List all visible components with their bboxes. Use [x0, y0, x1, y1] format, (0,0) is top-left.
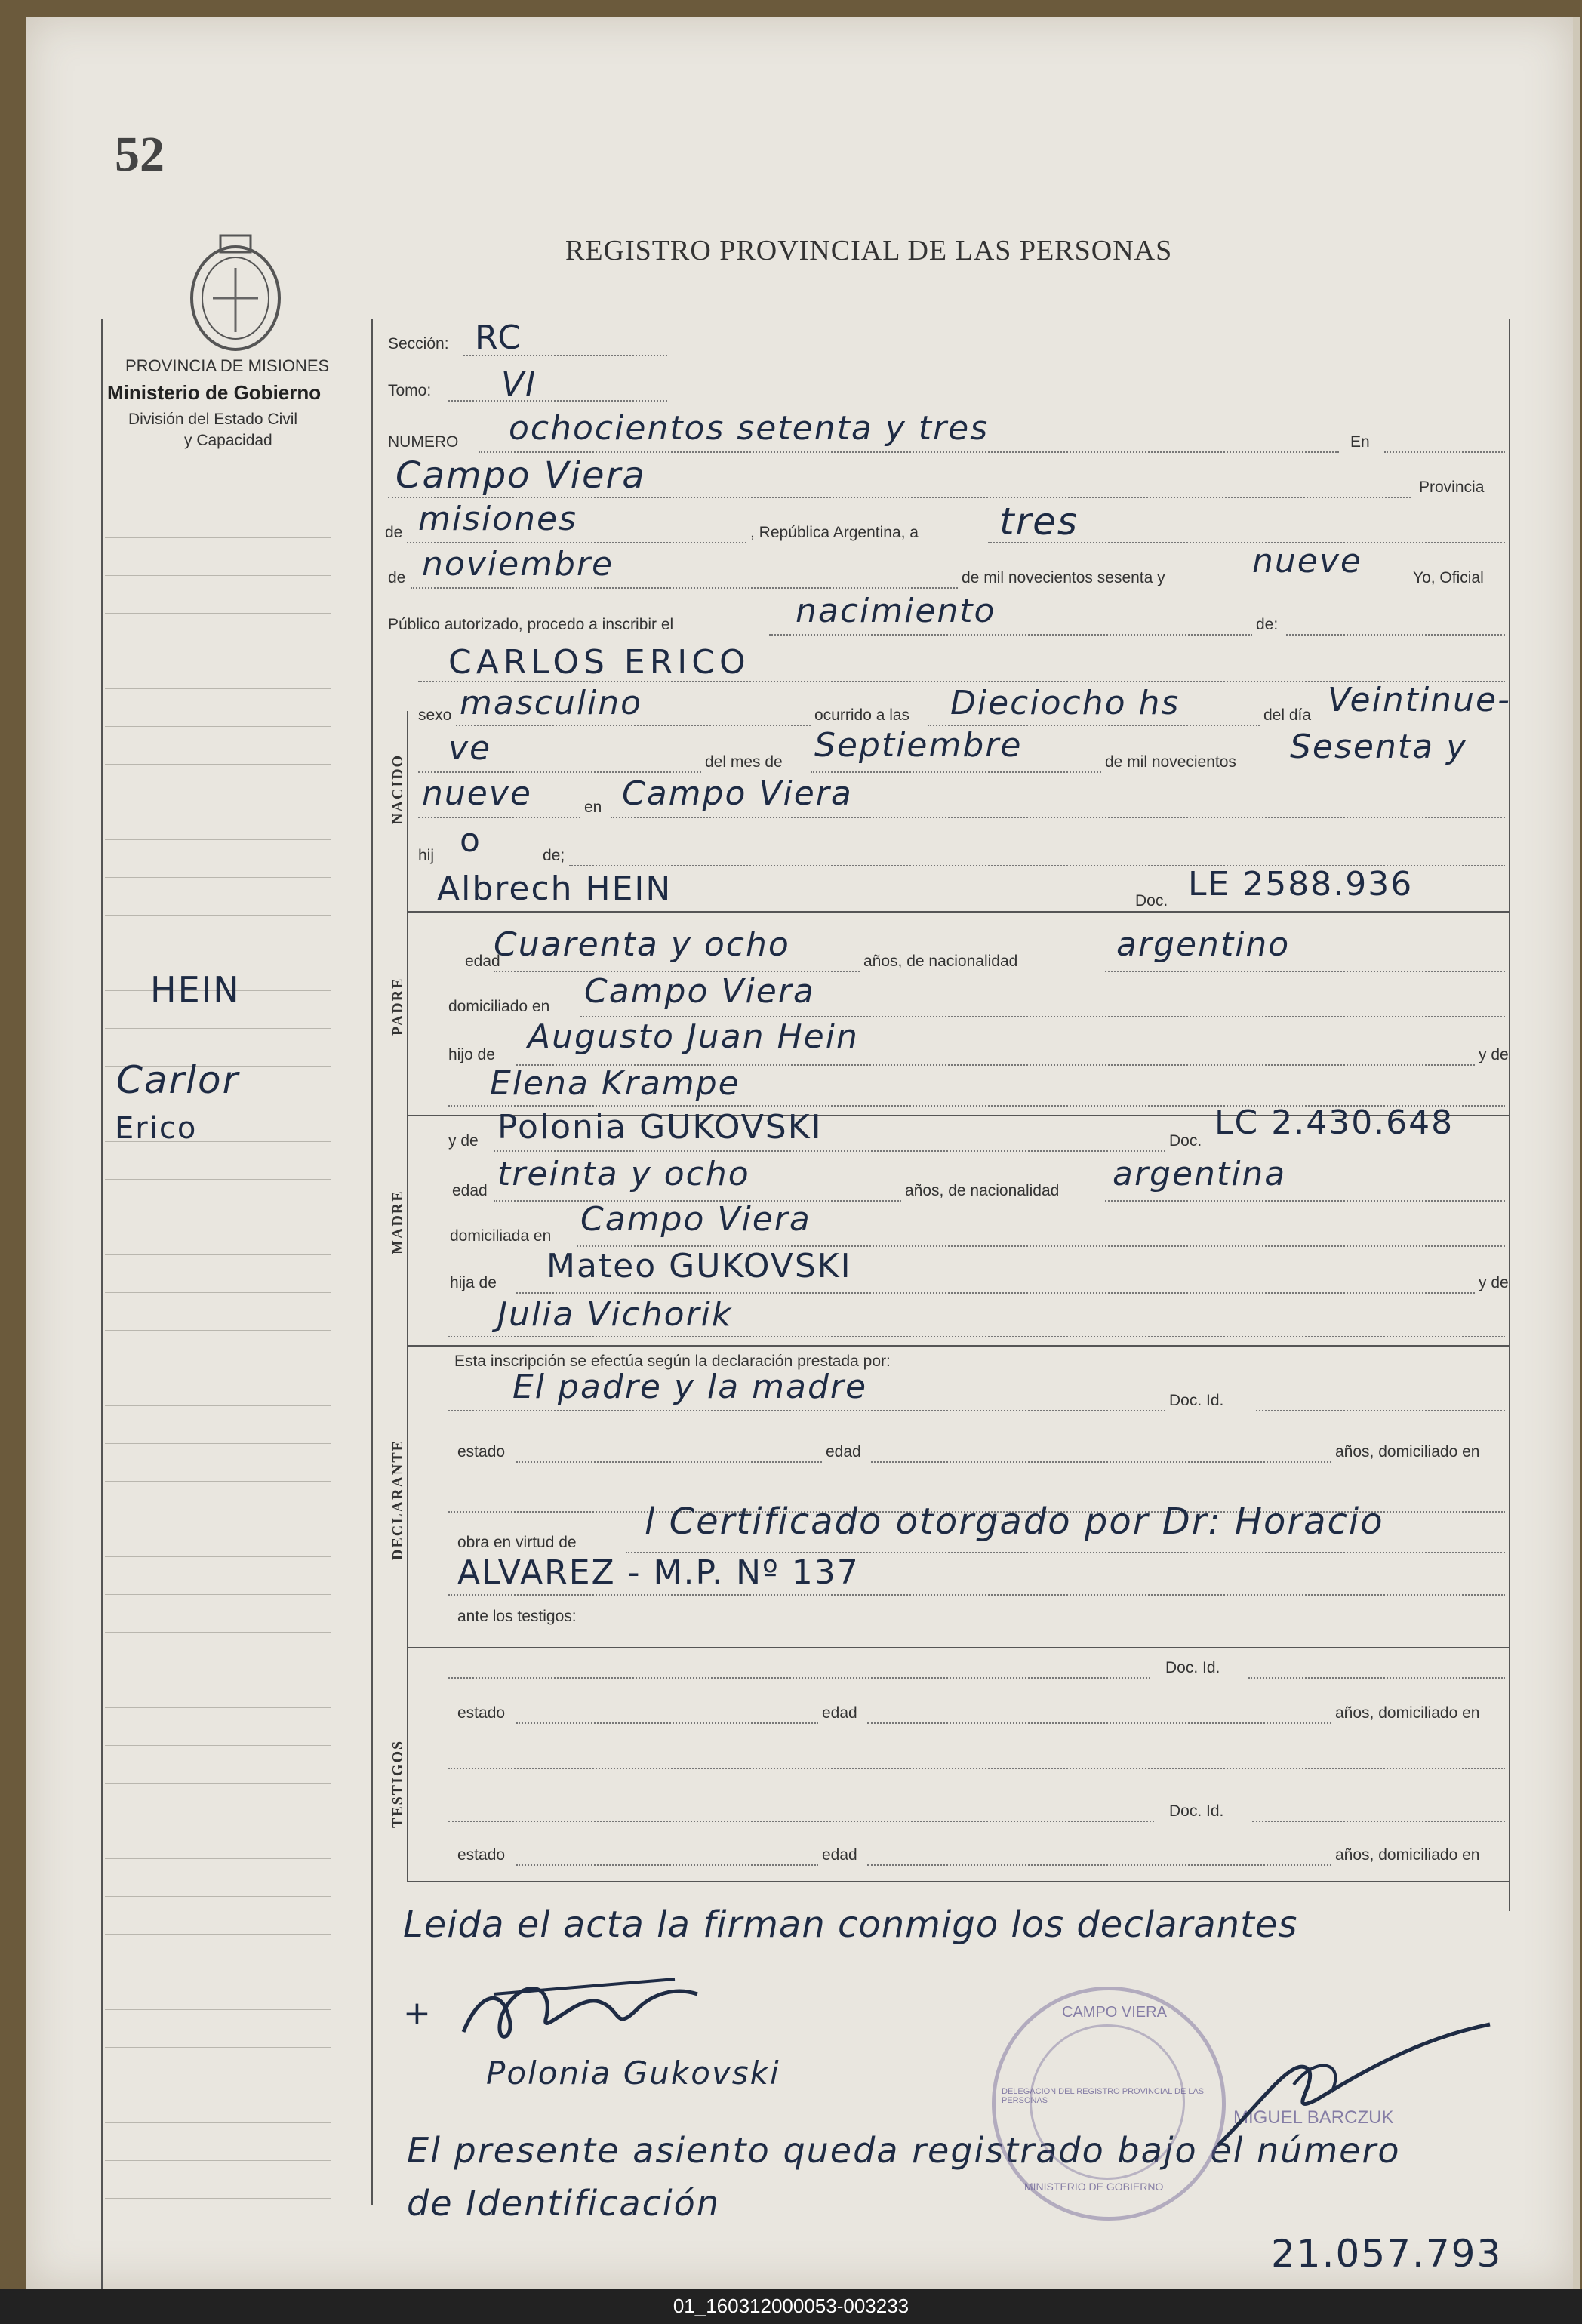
padre-nac-value: argentino: [1116, 925, 1291, 964]
dia-value: tres: [999, 500, 1079, 543]
del-mes-label: del mes de: [705, 753, 783, 771]
section-label-border: [407, 711, 408, 1881]
tomo-value: VI: [501, 365, 537, 404]
madre-dom-label: domiciliada en: [450, 1227, 552, 1245]
madre-padre-value: Mateo GUKOVSKI: [546, 1247, 852, 1285]
seccion-value: RC: [475, 319, 523, 357]
en-label: En: [1350, 433, 1370, 451]
margin-left-border: [101, 319, 103, 2289]
document-title: REGISTRO PROVINCIAL DE LAS PERSONAS: [565, 235, 1173, 266]
obra-value-2: ALVAREZ - M.P. Nº 137: [457, 1553, 860, 1592]
testigo1-estado-label: estado: [457, 1704, 506, 1722]
margin-given-name-1: Carlor: [116, 1058, 240, 1102]
lugar-value: Campo Viera: [396, 454, 646, 497]
dia-nac-value-1: Veintinue-: [1328, 681, 1511, 719]
closing-line-1: Leida el acta la firman conmigo los declarantes: [403, 1904, 1298, 1946]
coat-of-arms-icon: [183, 226, 288, 355]
margin-given-name-2: Erico: [115, 1111, 198, 1146]
padre-hijo-label: hijo de: [448, 1046, 495, 1063]
hora-value: Dieciocho hs: [950, 684, 1180, 722]
inscripcion-label: Esta inscripción se efectúa según la declaración prestada por:: [454, 1353, 891, 1370]
padre-dom-label: domiciliado en: [448, 998, 550, 1015]
section-label-nacido: NACIDO: [389, 753, 406, 824]
dia-nac-value-2: ve: [448, 729, 492, 768]
hij-suffix-value: o: [460, 821, 482, 860]
provincia-value: misiones: [418, 500, 578, 538]
separator-madre: [407, 1345, 1509, 1347]
de-semicolon-label: de;: [543, 847, 565, 864]
anio-value: nueve: [1252, 542, 1362, 580]
madre-y-de-label: y de: [448, 1132, 479, 1150]
image-id-footer: 01_160312000053-003233: [0, 2289, 1582, 2324]
acto-value: nacimiento: [796, 592, 996, 630]
mes-value: noviembre: [422, 545, 614, 583]
declarante-estado-label: estado: [457, 1443, 506, 1461]
obra-label: obra en virtud de: [457, 1534, 577, 1551]
testigo1-anos-label: años, domiciliado en: [1335, 1704, 1480, 1722]
anio-nac-value-2: nueve: [422, 774, 532, 813]
padre-padre-value: Augusto Juan Hein: [528, 1017, 859, 1056]
madre-nac-value: argentina: [1113, 1155, 1287, 1193]
madre-edad-label: edad: [452, 1182, 488, 1199]
padre-madre-value: Elena Krampe: [490, 1064, 740, 1103]
testigo1-doc-label: Doc. Id.: [1165, 1659, 1220, 1676]
division-label-2: y Capacidad: [184, 432, 272, 449]
mother-signature: Polonia Gukovski: [486, 2055, 780, 2092]
numero-value: ochocientos setenta y tres: [509, 409, 990, 448]
form-right-border: [1509, 319, 1510, 1911]
cross-mark: +: [403, 1994, 432, 2033]
testigo2-doc-label: Doc. Id.: [1169, 1802, 1224, 1820]
madre-y-de-label-2: y de: [1479, 1274, 1509, 1291]
republica-label: , República Argentina, a: [750, 524, 919, 541]
identification-number: 21.057.793: [1271, 2232, 1503, 2276]
declarante-doc-label: Doc. Id.: [1169, 1392, 1224, 1409]
register-page: [26, 17, 1580, 2289]
seal-top-text: CAMPO VIERA: [1062, 2004, 1167, 2021]
sexo-value: masculino: [460, 684, 643, 722]
testigo2-estado-label: estado: [457, 1846, 506, 1864]
del-dia-label: del día: [1263, 706, 1312, 724]
padre-nombre-value: Albrech HEIN: [437, 870, 673, 908]
ministry-label: Ministerio de Gobierno: [107, 381, 322, 404]
separator-declarante: [407, 1647, 1509, 1648]
separator-testigos: [407, 1881, 1509, 1882]
province-label: PROVINCIA DE MISIONES: [125, 356, 330, 375]
declarante-anos-label: años, domiciliado en: [1335, 1443, 1480, 1461]
madre-nombre-value: Polonia GUKOVSKI: [497, 1108, 823, 1147]
tomo-label: Tomo:: [388, 382, 432, 399]
section-label-testigos: TESTIGOS: [389, 1739, 406, 1828]
padre-dom-value: Campo Viera: [584, 972, 815, 1011]
padre-doc-value: LE 2588.936: [1188, 865, 1414, 903]
en-nac-label: en: [584, 799, 602, 816]
padre-edad-label: edad: [465, 953, 500, 970]
padre-edad-value: Cuarenta y ocho: [494, 925, 790, 964]
section-label-declarante: DECLARANTE: [389, 1439, 406, 1560]
madre-madre-value: Julia Vichorik: [497, 1295, 733, 1334]
obra-value-1: l Certificado otorgado por Dr: Horacio: [645, 1501, 1384, 1543]
testigos-label: ante los testigos:: [457, 1608, 577, 1625]
madre-hija-label: hija de: [450, 1274, 497, 1291]
closing-line-3: de Identificación: [407, 2183, 720, 2224]
madre-dom-value: Campo Viera: [580, 1200, 811, 1239]
margin-surname: HEIN: [150, 969, 241, 1010]
madre-doc-label: Doc.: [1169, 1132, 1202, 1150]
padre-nac-label: años, de nacionalidad: [863, 953, 1018, 970]
margin-right-border: [371, 319, 373, 2205]
numero-label: NUMERO: [388, 433, 459, 451]
closing-line-2: El presente asiento queda registrado bajo el número: [407, 2130, 1401, 2171]
madre-edad-value: treinta y ocho: [497, 1155, 750, 1193]
madre-nac-label: años, de nacionalidad: [905, 1182, 1060, 1199]
nombre-value: CARLOS ERICO: [448, 643, 750, 682]
de-label: de: [385, 524, 403, 541]
declarante-edad-label: edad: [826, 1443, 861, 1461]
father-signature: [448, 1964, 720, 2055]
padre-y-de-label: y de: [1479, 1046, 1509, 1063]
declarantes-value: El padre y la madre: [512, 1368, 868, 1406]
anio-nac-value-1: Sesenta y: [1290, 728, 1468, 766]
seal-bottom-text: MINISTERIO DE GOBIERNO: [1024, 2181, 1164, 2193]
seccion-label: Sección:: [388, 335, 449, 352]
de-colon-label: de:: [1256, 616, 1279, 633]
de-mil-nac-label: de mil novecientos: [1105, 753, 1236, 771]
testigo1-edad-label: edad: [822, 1704, 857, 1722]
madre-doc-value: LC 2.430.648: [1214, 1104, 1454, 1142]
hij-label: hij: [418, 847, 435, 864]
officer-stamp: MIGUEL BARCZUK: [1233, 2107, 1394, 2128]
testigo2-edad-label: edad: [822, 1846, 857, 1864]
separator-nacido: [407, 911, 1509, 913]
de-mil-label: de mil novecientos sesenta y: [962, 569, 1165, 586]
seal-ring-text: DELEGACION DEL REGISTRO PROVINCIAL DE LAS PERSONAS: [1002, 2087, 1205, 2105]
lugar-nac-value: Campo Viera: [622, 774, 853, 813]
publico-label: Público autorizado, procedo a inscribir el: [388, 616, 674, 633]
mes-nac-value: Septiembre: [814, 726, 1023, 765]
sexo-label: sexo: [418, 706, 452, 724]
officer-signature: [1203, 2009, 1505, 2160]
ocurrido-label: ocurrido a las: [814, 706, 910, 724]
division-label-1: División del Estado Civil: [128, 411, 298, 428]
official-seal: [992, 1987, 1226, 2221]
padre-doc-label: Doc.: [1135, 892, 1168, 910]
testigo2-anos-label: años, domiciliado en: [1335, 1846, 1480, 1864]
page-number: 52: [115, 127, 165, 182]
provincia-label: Provincia: [1419, 479, 1485, 496]
section-label-madre: MADRE: [389, 1190, 406, 1254]
yo-oficial-label: Yo, Oficial: [1413, 569, 1484, 586]
section-label-padre: PADRE: [389, 977, 406, 1036]
de-mes-label: de: [388, 569, 406, 586]
